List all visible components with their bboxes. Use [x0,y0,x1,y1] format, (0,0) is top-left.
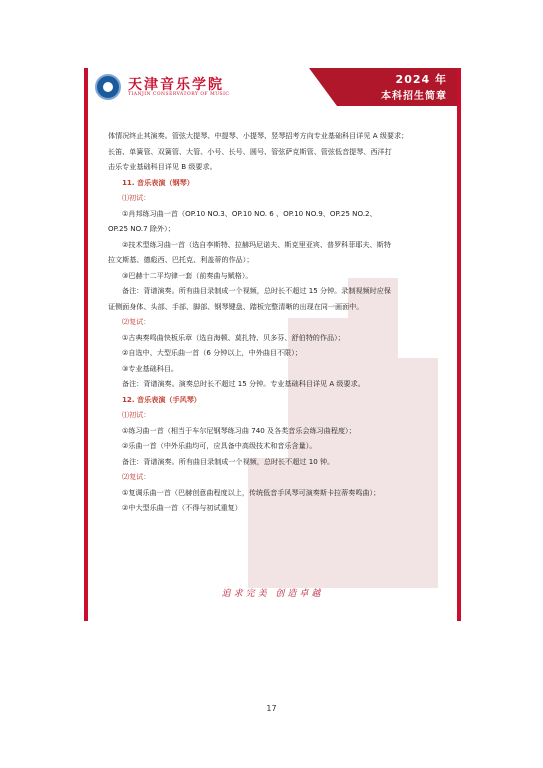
note: 备注：背谱演奏。所有曲目录制成一个视频，总时长不超过 10 钟。 [122,456,335,466]
section-heading: 11. 音乐表演（钢琴） [122,177,194,187]
page-number: 17 [266,704,277,713]
brochure-title: 本科招生简章 [381,91,447,102]
page-header [88,68,457,106]
motto: 追求完美 创造卓越 [221,589,324,599]
text-line: 击乐专业基础科目详见 B 级要求。 [108,162,217,171]
brochure-page [84,68,461,621]
text-line: OP.25 NO.7 除外）； [108,224,175,233]
note: 备注：背谱演奏。演奏总时长不超过 15 分钟。专业基础科目详见 A 级要求。 [122,379,365,388]
text-line: 拉文斯基、德彪西、巴托克、利盖蒂的作品）； [108,255,254,264]
list-item: ③巴赫十二平均律一套（前奏曲与赋格）。 [122,270,253,280]
list-item: ①肖邦练习曲一首（OP.10 NO.3、OP.10 NO. 6 、OP.10 NO.9、OP.25 NO.2、 [122,208,377,218]
list-item: ①复调乐曲一首（巴赫创意曲程度以上，传统低音手风琴可演奏斯卡拉蒂奏鸣曲）； [122,487,381,497]
list-item: ②自选中、大型乐曲一首（6 分钟以上，中外曲目不限）； [122,348,302,357]
text-line: 长笛、单簧管、双簧管、大管、小号、长号、圆号、管弦萨克斯管、管弦低音提琴、西洋打 [108,146,392,156]
text-line: 体情况终止其演奏。管弦大提琴、中提琴、小提琴、竖琴招考方向专业基础科目详见 A 级要求； [108,131,409,140]
list-item: ①古典奏鸣曲快板乐章（选自海顿、莫扎特、贝多芬、舒伯特的作品）； [122,332,345,342]
list-item: ③专业基础科目。 [122,363,179,373]
subsection-heading: ⑴初试： [122,410,151,419]
school-name-en: TIANJIN CONSERVATORY OF MUSIC [128,92,230,97]
subsection-heading: ⑵复试： [122,317,151,326]
school-name: 天津音乐学院 [128,77,224,93]
section-heading: 12. 音乐表演（手风琴） [122,394,201,404]
brochure-year: 2024 年 [395,73,447,86]
text-line: 证侧面身体、头部、手部、脚部、钢琴键盘、踏板完整清晰的出现在同一画面中。 [108,301,364,311]
list-item: ②中大型乐曲一首（不得与初试重复） [122,503,242,512]
list-item: ②技术型练习曲一首（选自李斯特、拉赫玛尼诺夫、斯克里亚宾、普罗科菲耶夫、斯特 [122,239,391,249]
header-band [337,68,457,106]
content-body [108,128,443,516]
note: 备注：背谱演奏。所有曲目录制成一个视频，总时长不超过 15 分钟。录制视频时应保 [122,286,391,295]
subsection-heading: ⑴初试： [122,193,151,202]
subsection-heading: ⑵复试： [122,472,151,481]
list-item: ①练习曲一首（相当于车尔尼钢琴练习曲 740 及各类音乐会练习曲程度）； [122,425,356,435]
list-item: ②乐曲一首（中外乐曲均可，应具备中高级技术和音乐含量）。 [122,441,317,450]
school-logo-icon [95,74,121,100]
